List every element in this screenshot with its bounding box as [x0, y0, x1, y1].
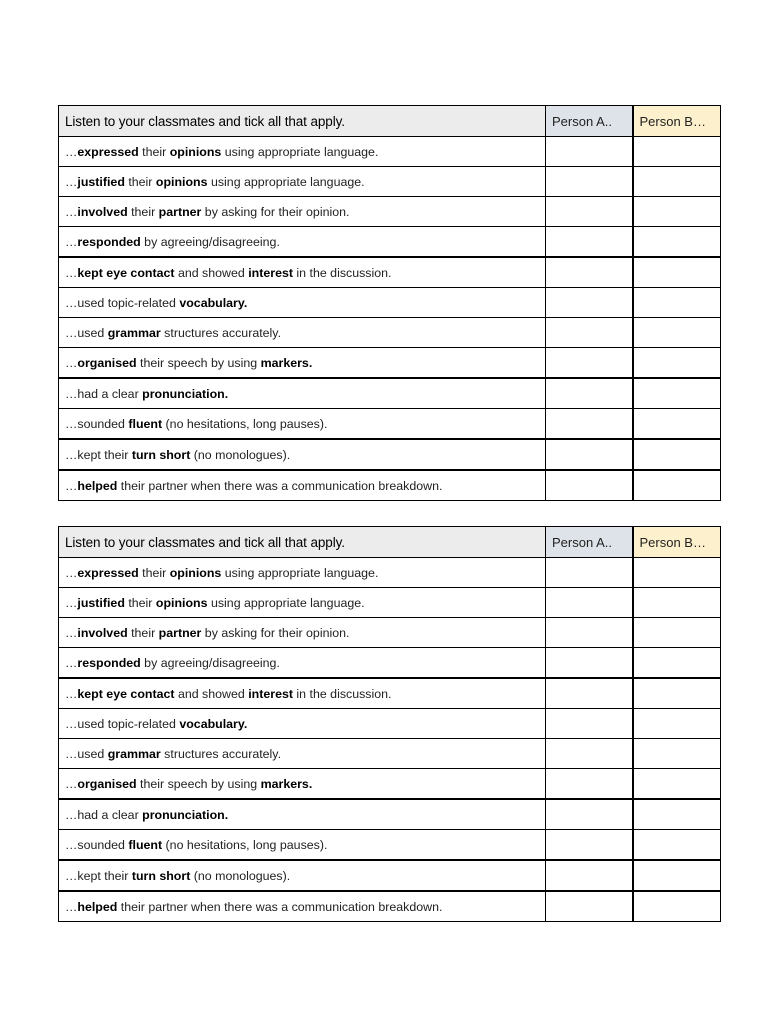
tick-box-person-a[interactable] — [546, 227, 633, 258]
criterion-fragment: …used — [65, 746, 108, 761]
criterion-text — [59, 167, 546, 197]
tick-box-person-a[interactable] — [546, 830, 633, 861]
criterion-keyword: opinions — [169, 565, 222, 580]
criterion-keyword: turn short — [131, 868, 191, 883]
criterion-fragment: their speech by using — [136, 355, 261, 370]
criterion-fragment: using appropriate language. — [221, 144, 379, 159]
tick-box-person-a[interactable] — [546, 709, 633, 739]
criterion-text — [59, 197, 546, 227]
tick-box-person-a[interactable] — [546, 378, 633, 409]
criterion-keyword: vocabulary. — [179, 716, 248, 731]
tick-box-person-b[interactable] — [633, 470, 721, 501]
criterion-keyword: grammar — [107, 325, 161, 340]
table-header-row — [59, 527, 721, 558]
tick-box-person-a[interactable] — [546, 799, 633, 830]
criterion-fragment: … — [65, 565, 78, 580]
criterion-fragment: using appropriate language. — [207, 595, 365, 610]
criterion-text — [59, 799, 546, 830]
criterion-fragment: … — [65, 234, 78, 249]
tick-box-person-a[interactable] — [546, 197, 633, 227]
criterion-fragment: their — [138, 144, 170, 159]
table-row — [59, 860, 721, 891]
tick-box-person-b[interactable] — [633, 227, 721, 258]
checklist-items — [59, 137, 721, 501]
criterion-fragment: … — [65, 595, 78, 610]
criterion-text — [59, 618, 546, 648]
tick-box-person-a[interactable] — [546, 678, 633, 709]
tick-box-person-b[interactable] — [633, 860, 721, 891]
checklist-table-1 — [58, 105, 721, 501]
tick-box-person-b[interactable] — [633, 378, 721, 409]
criterion-keyword: expressed — [77, 565, 139, 580]
criterion-text — [59, 830, 546, 861]
table-row — [59, 830, 721, 861]
criterion-fragment: and showed — [174, 265, 249, 280]
criterion-fragment: in the discussion. — [292, 265, 392, 280]
tick-box-person-b[interactable] — [633, 257, 721, 288]
criterion-fragment: structures accurately. — [160, 325, 282, 340]
criterion-keyword: organised — [77, 355, 137, 370]
table-row — [59, 409, 721, 440]
tick-box-person-b[interactable] — [633, 439, 721, 470]
criterion-fragment: using appropriate language. — [207, 174, 365, 189]
criterion-fragment: structures accurately. — [160, 746, 282, 761]
criterion-fragment: (no hesitations, long pauses). — [162, 416, 328, 431]
criterion-keyword: interest — [248, 686, 293, 701]
table-row — [59, 588, 721, 618]
criterion-text — [59, 678, 546, 709]
criterion-text — [59, 288, 546, 318]
tick-box-person-b[interactable] — [633, 891, 721, 922]
checklist-items — [59, 558, 721, 922]
tick-box-person-b[interactable] — [633, 288, 721, 318]
criterion-text — [59, 648, 546, 679]
tick-box-person-b[interactable] — [633, 558, 721, 588]
table-row — [59, 739, 721, 769]
table-row — [59, 167, 721, 197]
criterion-text — [59, 348, 546, 379]
criterion-text — [59, 588, 546, 618]
criterion-fragment: … — [65, 355, 78, 370]
table-row — [59, 558, 721, 588]
criterion-keyword: pronunciation. — [142, 386, 229, 401]
tick-box-person-a[interactable] — [546, 348, 633, 379]
criterion-fragment: …had a clear — [65, 807, 143, 822]
criterion-keyword: expressed — [77, 144, 139, 159]
criterion-fragment: …kept their — [65, 868, 132, 883]
criterion-keyword: pronunciation. — [142, 807, 229, 822]
table-row — [59, 648, 721, 679]
criterion-keyword: opinions — [155, 595, 208, 610]
criterion-fragment: by agreeing/disagreeing. — [140, 234, 280, 249]
table-row — [59, 257, 721, 288]
criterion-keyword: markers. — [260, 776, 313, 791]
tick-box-person-b[interactable] — [633, 678, 721, 709]
checklist-table-2 — [58, 526, 721, 922]
table-header-row — [59, 106, 721, 137]
tick-box-person-b[interactable] — [633, 648, 721, 679]
criterion-fragment: …kept their — [65, 447, 132, 462]
tick-box-person-b[interactable] — [633, 769, 721, 800]
tick-box-person-b[interactable] — [633, 318, 721, 348]
tick-box-person-b[interactable] — [633, 197, 721, 227]
criterion-fragment: … — [65, 204, 78, 219]
criterion-text — [59, 558, 546, 588]
criterion-fragment: and showed — [174, 686, 249, 701]
criterion-fragment: … — [65, 144, 78, 159]
criterion-fragment: (no monologues). — [190, 868, 291, 883]
tick-box-person-b[interactable] — [633, 167, 721, 197]
criterion-keyword: kept eye contact — [77, 686, 175, 701]
tick-box-person-a[interactable] — [546, 470, 633, 501]
tick-box-person-b[interactable] — [633, 830, 721, 861]
criterion-text — [59, 739, 546, 769]
criterion-text — [59, 709, 546, 739]
criterion-fragment: in the discussion. — [292, 686, 392, 701]
criterion-fragment: their — [127, 204, 159, 219]
criterion-fragment: … — [65, 655, 78, 670]
table-row — [59, 137, 721, 167]
criterion-keyword: opinions — [169, 144, 222, 159]
table-row — [59, 318, 721, 348]
criterion-fragment: …used — [65, 325, 108, 340]
person-a-header: Person A.. — [546, 527, 633, 558]
tick-box-person-a[interactable] — [546, 618, 633, 648]
table-row — [59, 769, 721, 800]
criterion-fragment: (no hesitations, long pauses). — [162, 837, 328, 852]
tick-box-person-a[interactable] — [546, 257, 633, 288]
criterion-fragment: (no monologues). — [190, 447, 291, 462]
criterion-text — [59, 769, 546, 800]
tick-box-person-a[interactable] — [546, 318, 633, 348]
tick-box-person-a[interactable] — [546, 288, 633, 318]
person-b-header: Person B… — [633, 527, 721, 558]
criterion-text — [59, 409, 546, 440]
criterion-fragment: their partner when there was a communication breakdown. — [117, 899, 443, 914]
criterion-text — [59, 860, 546, 891]
criterion-fragment: … — [65, 625, 78, 640]
criterion-keyword: markers. — [260, 355, 313, 370]
criterion-text — [59, 891, 546, 922]
criterion-fragment: their — [138, 565, 170, 580]
criterion-keyword: justified — [77, 174, 125, 189]
criterion-keyword: interest — [248, 265, 293, 280]
table-title: Listen to your classmates and tick all that apply. — [59, 527, 546, 558]
criterion-keyword: involved — [77, 625, 128, 640]
criterion-fragment: … — [65, 478, 78, 493]
criterion-fragment: by agreeing/disagreeing. — [140, 655, 280, 670]
criterion-fragment: …sounded — [65, 416, 129, 431]
table-row — [59, 227, 721, 258]
table-row — [59, 470, 721, 501]
criterion-text — [59, 439, 546, 470]
tick-box-person-b[interactable] — [633, 348, 721, 379]
criterion-keyword: helped — [77, 478, 118, 493]
criterion-keyword: involved — [77, 204, 128, 219]
table-row — [59, 618, 721, 648]
tick-box-person-a[interactable] — [546, 558, 633, 588]
criterion-keyword: vocabulary. — [179, 295, 248, 310]
criterion-keyword: fluent — [128, 416, 163, 431]
tick-box-person-a[interactable] — [546, 439, 633, 470]
table-row — [59, 678, 721, 709]
tick-box-person-b[interactable] — [633, 137, 721, 167]
criterion-fragment: their — [127, 625, 159, 640]
criterion-fragment: by asking for their opinion. — [201, 204, 350, 219]
tick-box-person-a[interactable] — [546, 891, 633, 922]
table-title: Listen to your classmates and tick all that apply. — [59, 106, 546, 137]
criterion-keyword: organised — [77, 776, 137, 791]
tick-box-person-b[interactable] — [633, 739, 721, 769]
tick-box-person-a[interactable] — [546, 860, 633, 891]
person-b-header: Person B… — [633, 106, 721, 137]
table-row — [59, 799, 721, 830]
tick-box-person-a[interactable] — [546, 739, 633, 769]
criterion-text — [59, 137, 546, 167]
criterion-keyword: responded — [77, 234, 141, 249]
criterion-fragment: their — [124, 595, 156, 610]
criterion-fragment: using appropriate language. — [221, 565, 379, 580]
criterion-keyword: partner — [158, 204, 202, 219]
tick-box-person-a[interactable] — [546, 648, 633, 679]
criterion-fragment: … — [65, 686, 78, 701]
criterion-keyword: fluent — [128, 837, 163, 852]
tick-box-person-b[interactable] — [633, 409, 721, 440]
table-row — [59, 378, 721, 409]
tick-box-person-a[interactable] — [546, 769, 633, 800]
criterion-text — [59, 257, 546, 288]
criterion-fragment: … — [65, 899, 78, 914]
criterion-fragment: …sounded — [65, 837, 129, 852]
table-row — [59, 891, 721, 922]
criterion-text — [59, 227, 546, 258]
tick-box-person-b[interactable] — [633, 588, 721, 618]
criterion-keyword: opinions — [155, 174, 208, 189]
table-row — [59, 439, 721, 470]
tick-box-person-b[interactable] — [633, 799, 721, 830]
criterion-fragment: by asking for their opinion. — [201, 625, 350, 640]
criterion-keyword: helped — [77, 899, 118, 914]
criterion-fragment: their speech by using — [136, 776, 261, 791]
tick-box-person-a[interactable] — [546, 409, 633, 440]
criterion-fragment: their — [124, 174, 156, 189]
tick-box-person-a[interactable] — [546, 588, 633, 618]
table-row — [59, 288, 721, 318]
tick-box-person-b[interactable] — [633, 709, 721, 739]
criterion-text — [59, 470, 546, 501]
tick-box-person-a[interactable] — [546, 137, 633, 167]
criterion-keyword: justified — [77, 595, 125, 610]
tick-box-person-a[interactable] — [546, 167, 633, 197]
criterion-fragment: … — [65, 265, 78, 280]
criterion-keyword: turn short — [131, 447, 191, 462]
criterion-fragment: their partner when there was a communication breakdown. — [117, 478, 443, 493]
tick-box-person-b[interactable] — [633, 618, 721, 648]
criterion-text — [59, 378, 546, 409]
person-a-header: Person A.. — [546, 106, 633, 137]
table-row — [59, 348, 721, 379]
criterion-fragment: …used topic-related — [65, 716, 180, 731]
criterion-keyword: responded — [77, 655, 141, 670]
criterion-text — [59, 318, 546, 348]
criterion-fragment: …had a clear — [65, 386, 143, 401]
table-row — [59, 197, 721, 227]
criterion-keyword: partner — [158, 625, 202, 640]
table-row — [59, 709, 721, 739]
criterion-keyword: kept eye contact — [77, 265, 175, 280]
criterion-keyword: grammar — [107, 746, 161, 761]
criterion-fragment: …used topic-related — [65, 295, 180, 310]
criterion-fragment: … — [65, 776, 78, 791]
criterion-fragment: … — [65, 174, 78, 189]
